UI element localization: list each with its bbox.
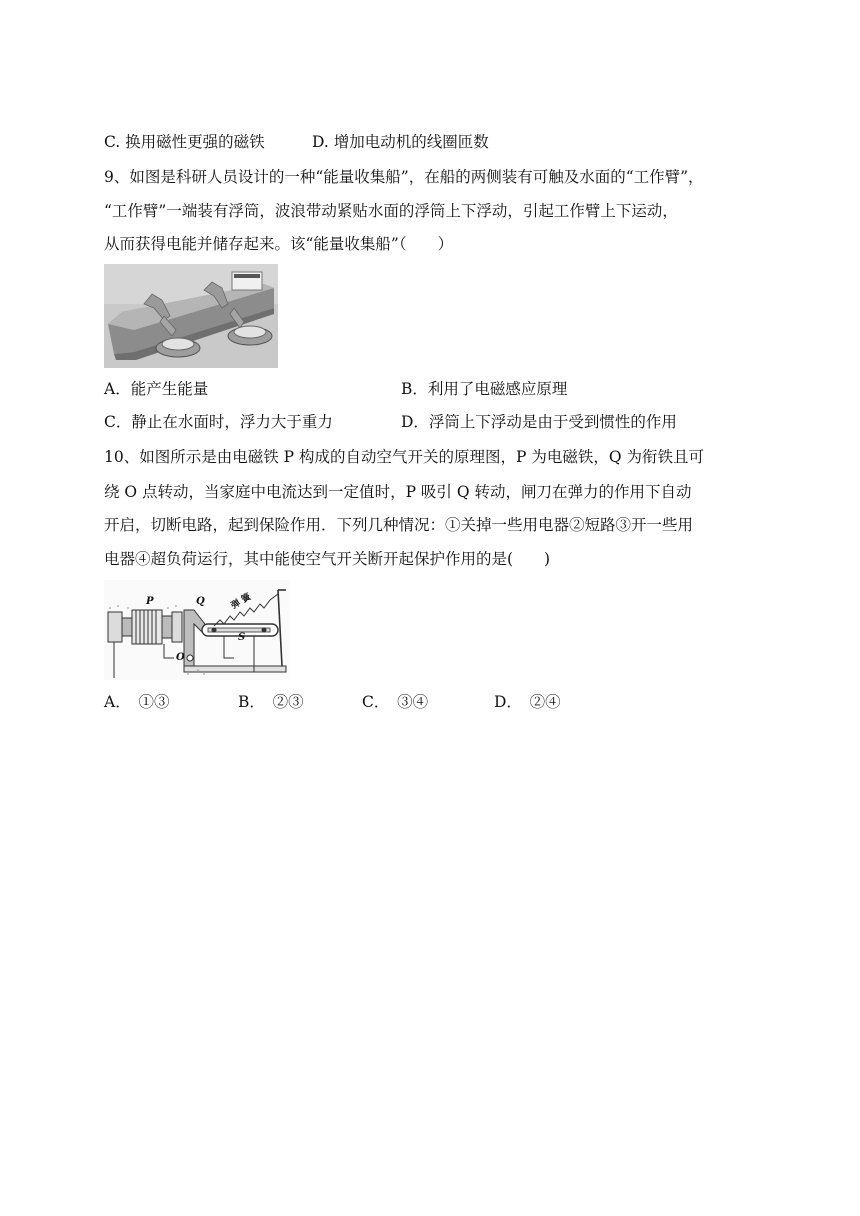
q9-option-a: A．能产生能量 (104, 380, 209, 398)
q9-stem-line-2: “工作臂”一端装有浮筒，波浪带动紧贴水面的浮筒上下浮动，引起工作臂上下运动， (104, 202, 678, 220)
label-p: P (146, 596, 154, 607)
q10-option-b: B． ②③ (238, 693, 304, 711)
q9-stem-line-1: 9、如图是科研人员设计的一种“能量收集船”，在船的两侧装有可触及水面的“工作臂”， (104, 168, 704, 186)
label-o: O (176, 652, 185, 663)
q9-option-d: D．浮筒上下浮动是由于受到惯性的作用 (401, 413, 677, 431)
q10-option-c: C． ③④ (362, 693, 429, 711)
energy-ship-figure (104, 264, 278, 368)
q10-option-a: A． ①③ (104, 693, 170, 711)
q9-stem-line-3: 从而获得电能并储存起来。该“能量收集船”（ ） (104, 235, 454, 253)
air-switch-figure (104, 580, 290, 680)
q9-option-b: B．利用了电磁感应原理 (401, 380, 568, 398)
q10-stem-line-1: 10、如图所示是由电磁铁 P 构成的自动空气开关的原理图，P 为电磁铁，Q 为衔铁且可 (104, 448, 704, 466)
label-q: Q (196, 596, 205, 607)
q10-stem-line-2: 绕 O 点转动，当家庭中电流达到一定值时，P 吸引 Q 转动，闸刀在弹力的作用下自动 (104, 483, 692, 501)
q9-option-c: C．静止在水面时，浮力大于重力 (104, 413, 333, 431)
q10-stem-line-4: 电器④超负荷运行，其中能使空气开关断开起保护作用的是( ) (104, 550, 551, 568)
q10-stem-line-3: 开启，切断电路，起到保险作用．下列几种情况：①关掉一些用电器②短路③开一些用 (104, 516, 694, 534)
label-spring: 弹 簧 (229, 592, 253, 612)
label-s: S (238, 632, 246, 643)
q10-option-d: D． ②④ (494, 693, 561, 711)
q8-option-d: D. 增加电动机的线圈匝数 (312, 133, 489, 151)
q8-option-c: C. 换用磁性更强的磁铁 (104, 133, 265, 151)
